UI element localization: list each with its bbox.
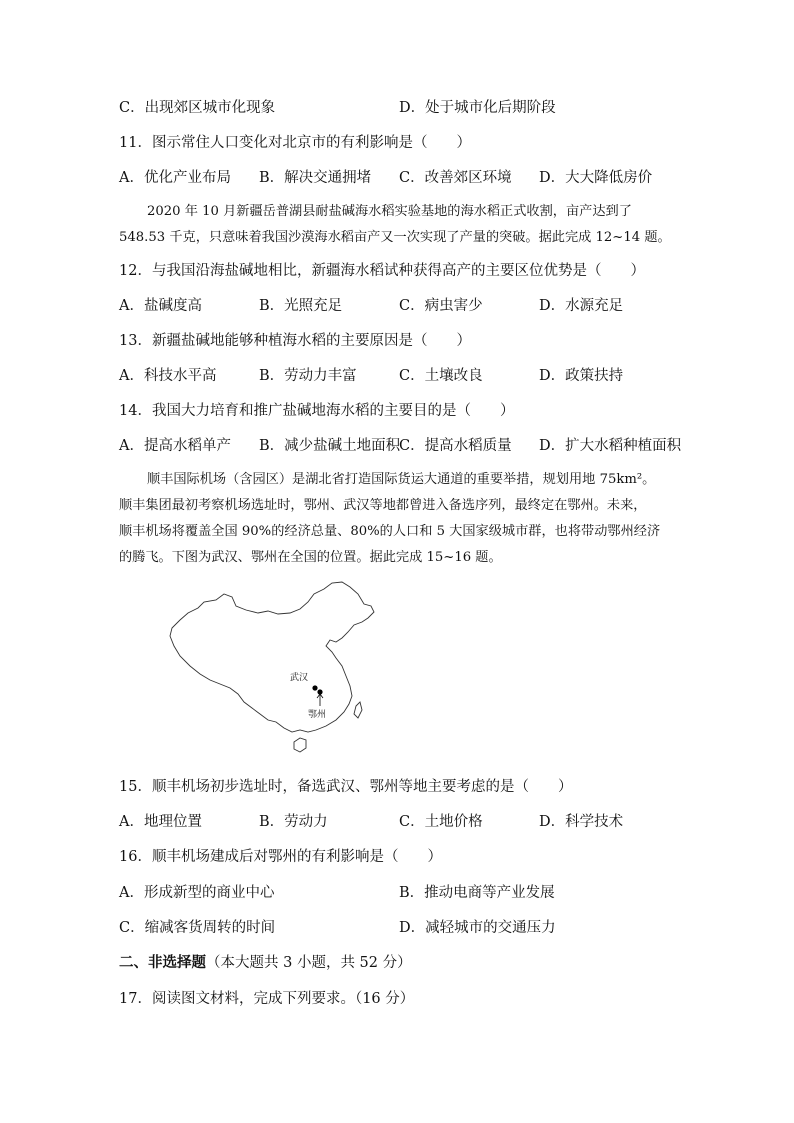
china-location-map (166, 580, 376, 756)
q12-option-b: B．光照充足 (259, 298, 343, 314)
q16-option-c: C．缩减客货周转的时间 (119, 920, 276, 936)
taiwan-island-outline (354, 702, 362, 718)
q16-option-a: A．形成新型的商业中心 (119, 885, 275, 901)
q12-option-a: A．盐碱度高 (119, 298, 202, 314)
q14-option-a: A．提高水稻单产 (119, 438, 231, 454)
q15-stem: 15．顺丰机场初步选址时，备选武汉、鄂州等地主要考虑的是（ ） (119, 779, 573, 795)
q14-option-b: B．减少盐碱土地面积 (259, 438, 401, 454)
material-rice-line-2: 548.53 千克，只意味着我国沙漠海水稻亩产又一次实现了产量的突破。据此完成 12~14 题。 (119, 230, 671, 245)
ezhou-label: 鄂州 (308, 710, 327, 720)
material-airport-line-4: 的腾飞。下图为武汉、鄂州在全国的位置。据此完成 15~16 题。 (119, 550, 502, 565)
q14-stem: 14．我国大力培育和推广盐碱地海水稻的主要目的是（ ） (119, 403, 515, 419)
material-airport-line-2: 顺丰集团最初考察机场选址时，鄂州、武汉等地都曾进入备选序列，最终定在鄂州。未来， (119, 498, 647, 513)
q15-option-b: B．劳动力 (259, 814, 328, 830)
q11-option-b: B．解决交通拥堵 (259, 170, 372, 186)
q11-option-d: D．大大降低房价 (539, 170, 653, 186)
q14-option-c: C．提高水稻质量 (399, 438, 512, 454)
q13-option-c: C．土壤改良 (399, 368, 483, 384)
wuhan-label: 武汉 (290, 673, 309, 683)
q15-option-c: C．土地价格 (399, 814, 483, 830)
q13-stem: 13．新疆盐碱地能够种植海水稻的主要原因是（ ） (119, 333, 471, 349)
q11-option-a: A．优化产业布局 (119, 170, 231, 186)
q12-stem: 12．与我国沿海盐碱地相比，新疆海水稻试种获得高产的主要区位优势是（ ） (119, 263, 645, 279)
q16-stem: 16．顺丰机场建成后对鄂州的有利影响是（ ） (119, 849, 442, 865)
wuhan-marker (312, 685, 317, 690)
q16-option-b: B．推动电商等产业发展 (399, 885, 555, 901)
hainan-island-outline (294, 738, 306, 752)
q16-option-d: D．减轻城市的交通压力 (399, 920, 556, 936)
q15-option-a: A．地理位置 (119, 814, 202, 830)
q13-option-a: A．科技水平高 (119, 368, 217, 384)
section-2-heading (119, 951, 412, 972)
q10-option-d: D．处于城市化后期阶段 (399, 100, 556, 116)
material-airport-line-3: 顺丰机场将覆盖全国 90%的经济总量、80%的人口和 5 大国家级城市群，也将带动鄂州经济 (119, 524, 661, 539)
material-rice (119, 199, 679, 251)
q15-option-d: D．科学技术 (539, 814, 624, 830)
q14-option-d: D．扩大水稻种植面积 (539, 438, 682, 454)
q12-option-d: D．水源充足 (539, 298, 624, 314)
q10-option-c: C．出现郊区城市化现象 (119, 100, 276, 116)
q11-option-c: C．改善郊区环境 (399, 170, 512, 186)
q13-option-b: B．劳动力丰富 (259, 368, 357, 384)
section-2-note: （本大题共 3 小题，共 52 分） (206, 955, 412, 971)
material-rice-line-1: 2020 年 10 月新疆岳普湖县耐盐碱海水稻实验基地的海水稻正式收割，亩产达到了 (147, 204, 632, 219)
q13-option-d: D．政策扶持 (539, 368, 624, 384)
section-2-title: 二、非选择题 (119, 954, 206, 971)
material-airport (119, 467, 679, 571)
material-airport-line-1: 顺丰国际机场（含园区）是湖北省打造国际货运大通道的重要举措，规划用地 75km²。 (147, 472, 656, 487)
q11-stem: 11．图示常住人口变化对北京市的有利影响是（ ） (119, 135, 471, 151)
china-outline (170, 582, 374, 732)
q17-stem: 17．阅读图文材料，完成下列要求。（16 分） (119, 991, 415, 1007)
q12-option-c: C．病虫害少 (399, 298, 483, 314)
